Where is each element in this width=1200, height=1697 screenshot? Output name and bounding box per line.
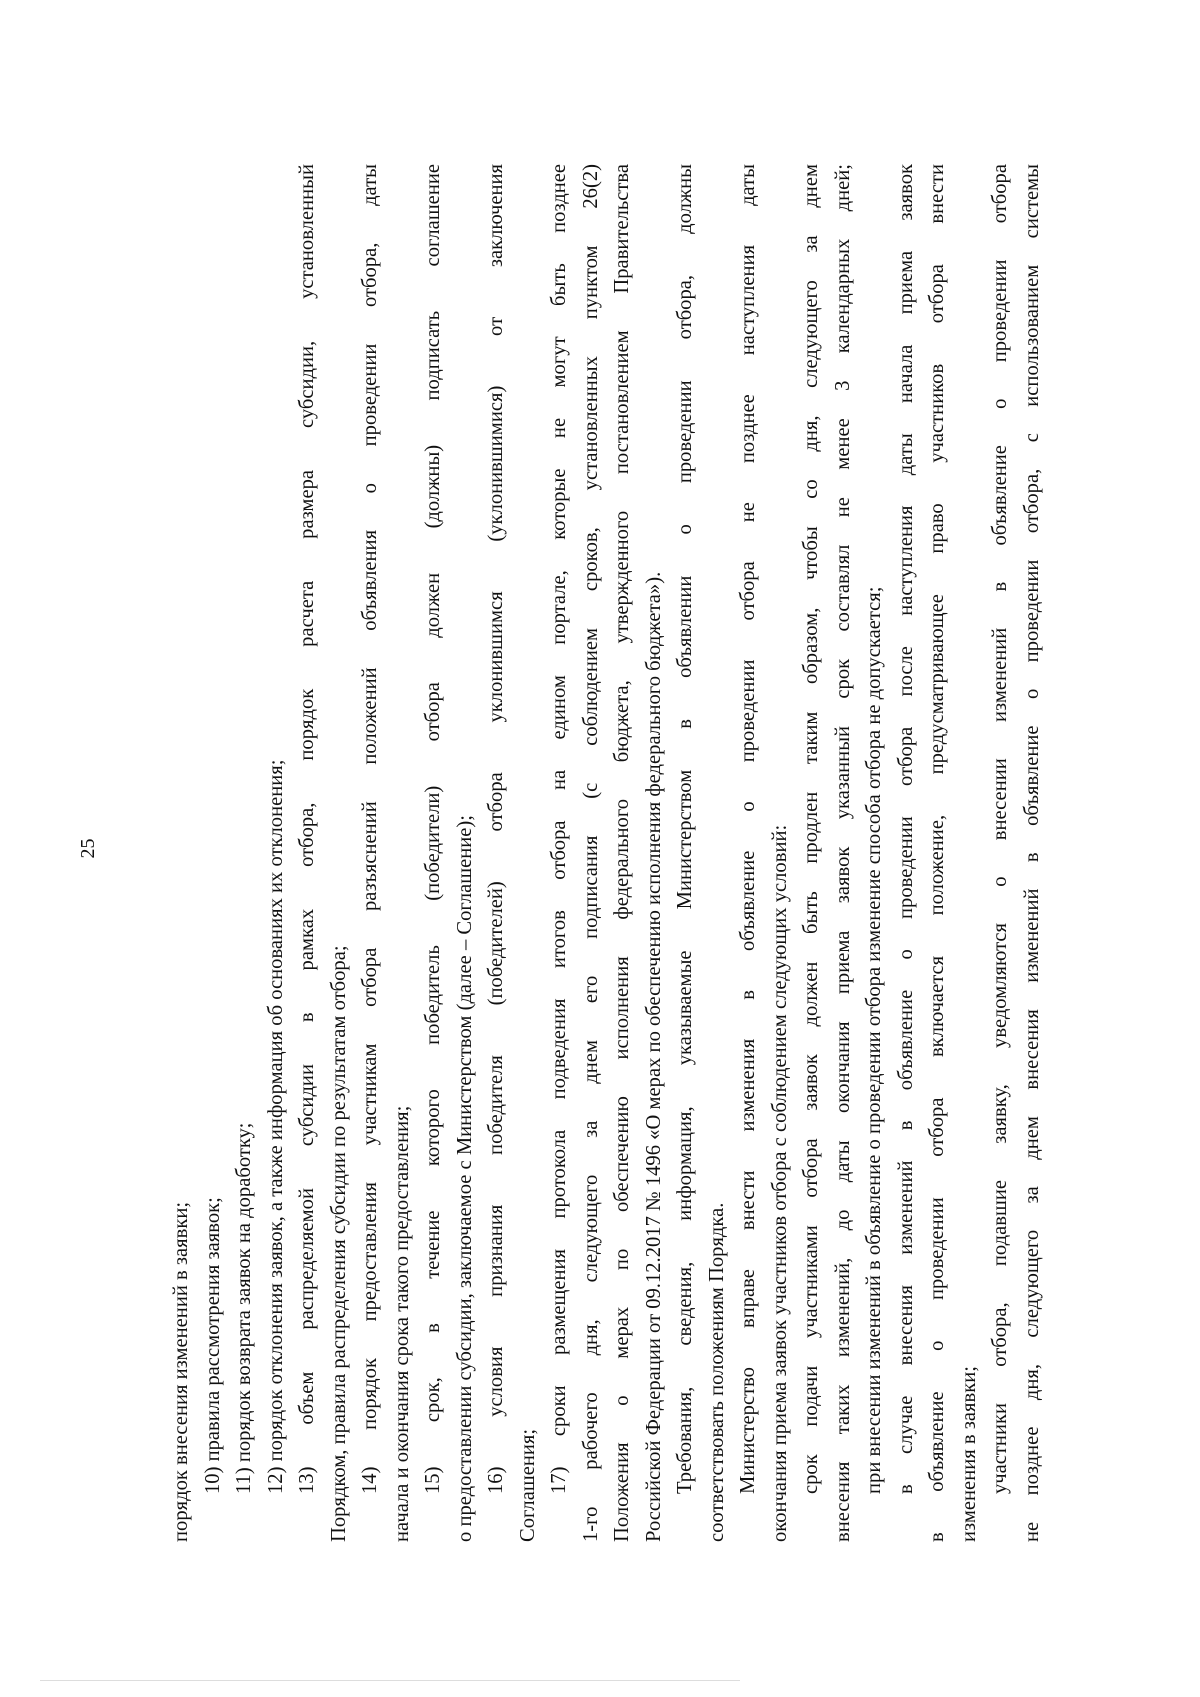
text-line: в объявление о проведении отбора включается положение, предусматривающее право участников отбора внести xyxy=(926,164,948,1542)
text-line: Министерство вправе внести изменения в объявление о проведении отбора не позднее наступления даты xyxy=(737,164,759,1494)
text-line: 12) порядок отклонения заявок, а также информация об основаниях их отклонения; xyxy=(264,759,287,1494)
text-line: 10) правила рассмотрения заявок; xyxy=(201,1197,224,1494)
text-line: соответствовать положениям Порядка. xyxy=(705,1202,728,1542)
scan-edge-artifact xyxy=(40,1680,740,1681)
text-line: изменения в заявки; xyxy=(957,1366,980,1542)
document-body xyxy=(166,164,1048,1542)
text-line: Российской Федерации от 09.12.2017 № 1496 «О мерах по обеспечению исполнения федерального бюджета»). xyxy=(642,571,665,1542)
text-line: порядок внесения изменений в заявки; xyxy=(170,1201,192,1542)
text-line: участники отбора, подавшие заявку, уведомляются о внесении изменений в объявление о проведении отбора xyxy=(989,164,1011,1494)
text-line: 16) условия признания победителя (победителей) отбора уклонившимся (уклонившимися) от заключения xyxy=(485,164,507,1494)
text-line: окончания приема заявок участников отбора с соблюдением следующих условий: xyxy=(768,824,791,1542)
text-line: при внесении изменений в объявление о проведении отбора изменение способа отбора не допускается; xyxy=(863,586,885,1494)
text-line: не позднее дня, следующего за днем внесения изменений в объявление о проведении отбора, с использованием системы xyxy=(1020,164,1043,1542)
text-line: Требования, сведения, информация, указываемые Министерством в объявлении о проведении отбора, должны xyxy=(674,164,696,1494)
text-line: 11) порядок возврата заявок на доработку; xyxy=(233,1122,255,1494)
text-line: о предоставлении субсидии, заключаемое с Министерством (далее – Соглашение); xyxy=(453,814,476,1542)
text-line: 14) порядок предоставления участникам отбора разъяснений положений объявления о проведении отбора, даты xyxy=(359,164,381,1494)
text-line: срок подачи участниками отбора заявок должен быть продлен таким образом, чтобы со дня, следующего за днем xyxy=(800,164,822,1494)
text-line: Соглашения; xyxy=(516,1428,539,1542)
text-line: 15) срок, в течение которого победитель (победители) отбора должен (должны) подписать соглашение xyxy=(422,164,444,1494)
text-line: 17) сроки размещения протокола подведения итогов отбора на едином портале, которые не могут быть позднее xyxy=(548,164,570,1494)
text-line: 13) объем распределяемой субсидии в рамках отбора, порядок расчета размера субсидии, установленный xyxy=(296,164,318,1494)
text-line: в случае внесения изменений в объявление о проведении отбора после наступления даты начала приема заявок xyxy=(894,164,917,1494)
page-number: 25 xyxy=(77,838,99,859)
text-line: начала и окончания срока такого предоставления; xyxy=(390,1105,413,1542)
text-line: 1-го рабочего дня, следующего за днем его подписания (с соблюдением сроков, установленных пунктом 26(2) xyxy=(579,164,602,1542)
text-line: Порядком, правила распределения субсидии по результатам отбора; xyxy=(327,945,350,1542)
text-line: внесения таких изменений, до даты окончания приема заявок указанный срок составлял не менее 3 календарных дней; xyxy=(831,164,854,1542)
text-line: Положения о мерах по обеспечению исполнения федерального бюджета, утвержденного постановлением Правительства xyxy=(611,164,633,1542)
